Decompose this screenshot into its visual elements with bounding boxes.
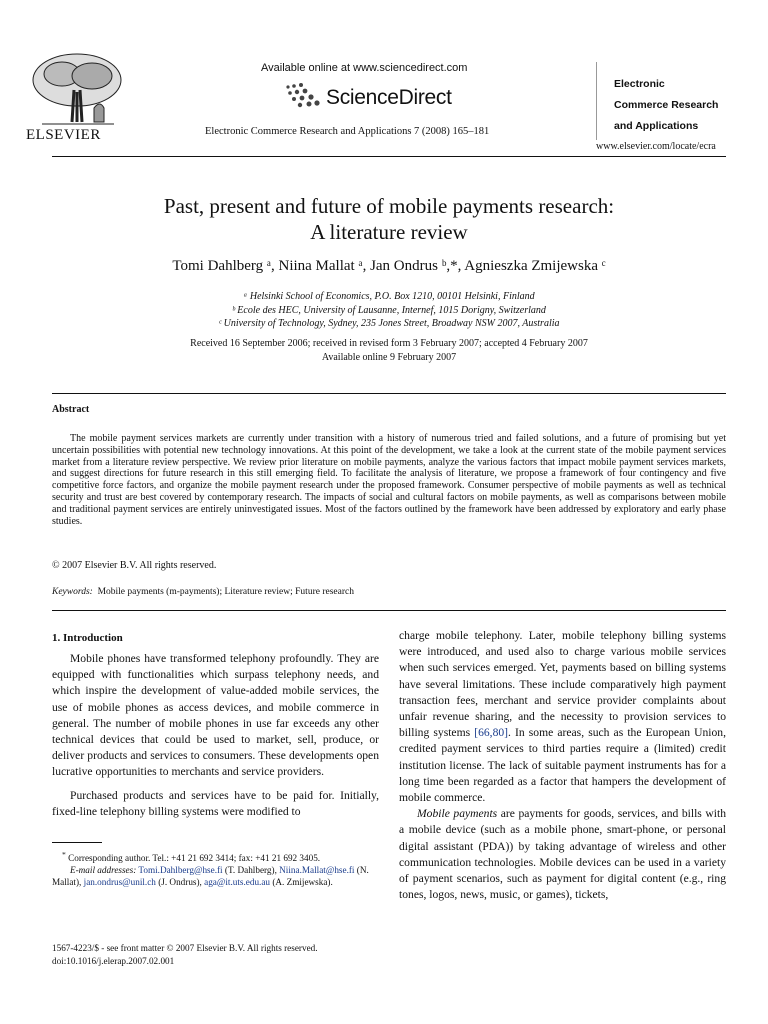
keywords-label: Keywords: bbox=[52, 587, 93, 597]
received-dates: Received 16 September 2006; received in revised form 3 February 2007; accepted 4 February 2007 bbox=[190, 338, 588, 349]
affiliations bbox=[52, 290, 726, 331]
journal-citation: Electronic Commerce Research and Applications 7 (2008) 165–181 bbox=[205, 126, 490, 137]
journal-name-line: and Applications bbox=[614, 120, 699, 132]
available-online-date: Available online 9 February 2007 bbox=[321, 352, 457, 363]
citation-link[interactable]: [66,80] bbox=[474, 726, 509, 740]
footnote bbox=[52, 849, 379, 889]
corresponding-author bbox=[52, 849, 379, 864]
email-owner: (N. Mallat), bbox=[52, 865, 369, 888]
email-link[interactable]: Tomi.Dahlberg@hse.fi bbox=[138, 865, 223, 876]
email-addresses bbox=[52, 864, 379, 888]
abstract-text: The mobile payment services markets are currently under transition with a history of numerous tried and failed solutions, and a future of promising but yet uncertain possibilities with potential new technology innovations. At this point of the development, we take a look at the current state of the mobile payment services market from a literature review perspective. We review prior literature on mobile payments, analyze the various factors that impact mobile payment services markets, and suggest directions for future research in this still emerging field. To facilitate the analysis of literature, we propose a framework of four contingency and five competitive force factors, and organize the mobile payment research under the proposed framework. Consumer perspective of mobile payments as well as technical security and trust are best covered by contemporary research. The impacts of social and cultural factors on mobile payments, as well as comparisons between mobile and traditional payment services are entirely uninvestigated issues. Most of the factors outlined by the framework have been addressed by exploratory and early phase studies. bbox=[52, 433, 726, 527]
copyright-notice: © 2007 Elsevier B.V. All rights reserved. bbox=[52, 560, 217, 571]
right-column bbox=[399, 628, 726, 910]
email-owner: (J. Ondrus), bbox=[155, 877, 205, 888]
abstract-bottom-rule bbox=[52, 610, 726, 611]
journal-name-line: Commerce Research bbox=[614, 99, 719, 111]
paragraph: Purchased products and services have to be paid for. Initially, fixed-line telephony billing systems were modified to bbox=[52, 788, 379, 818]
publisher-name: ELSEVIER bbox=[26, 127, 101, 143]
affiliation: ᶜ University of Technology, Sydney, 235 Jones Street, Broadway NSW 2007, Australia bbox=[218, 318, 560, 329]
journal-name bbox=[614, 74, 718, 137]
paragraph-text: . In some areas, such as the European Union, credited payment services to third parties require a (limited) credit institution license. The lack of suitable payment instruments has for a long time been regarded as a factor that hampers the development of mobile commerce. bbox=[399, 726, 726, 805]
paragraph-text: charge mobile telephony. Later, mobile telephony billing systems were introduced, and used also to charge various mobile services when such services emerged. Yet, payments based on billing systems have several limitations. These include comparatively high payment transaction fees, merchant and service provider complaints about unfair revenue sharing, and the necessity to provision services to billing systems bbox=[399, 629, 726, 740]
article-title bbox=[52, 193, 726, 245]
title-line: A literature review bbox=[310, 220, 468, 244]
footnote-rule bbox=[52, 842, 102, 843]
available-online-text: Available online at www.sciencedirect.com bbox=[261, 62, 468, 74]
title-line: Past, present and future of mobile payments research: bbox=[163, 194, 615, 218]
keywords bbox=[52, 587, 354, 597]
email-link[interactable]: aga@it.uts.edu.au bbox=[204, 877, 271, 888]
footnote-text: Corresponding author. Tel.: +41 21 692 3414; fax: +41 21 692 3405. bbox=[65, 853, 321, 864]
paragraph: Mobile phones have transformed telephony profoundly. They are equipped with functionalities which surpass telephony needs, and which inspire the development of value-added mobile services, the use of mobile phones as access devices, and mobile commerce in general. The number of mobile phones in use far exceeds any other technical devices that could be used to market, sell, produce, or deliver products and services to consumers. These developments open lucrative opportunities to merchants and service providers. bbox=[52, 652, 379, 779]
email-link[interactable]: Niina.Mallat@hse.fi bbox=[279, 865, 355, 876]
doi-link[interactable]: doi:10.1016/j.elerap.2007.02.001 bbox=[52, 955, 175, 966]
paragraph-text: are payments for goods, services, and bills with a mobile device (such as a mobile phone, smart-phone, or personal digital assistant (PDA)) by taking advantage of wireless and other communication technologies. Mobile devices can be used in a variety of payment scenarios, such as payment for digital content (e.g., ring tones, logos, news, music, or games), tickets, bbox=[399, 807, 727, 902]
email-link[interactable]: jan.ondrus@unil.ch bbox=[83, 877, 156, 888]
footnote-marker: * bbox=[62, 850, 66, 859]
abstract-heading: Abstract bbox=[52, 404, 90, 415]
email-label: E-mail addresses: bbox=[70, 865, 137, 876]
affiliation: ᵃ Helsinki School of Economics, P.O. Box 1210, 00101 Helsinki, Finland bbox=[243, 291, 535, 302]
keywords-list: Mobile payments (m-payments); Literature review; Future research bbox=[97, 587, 354, 597]
issn-doi bbox=[52, 942, 318, 967]
issn-line: 1567-4223/$ - see front matter © 2007 Elsevier B.V. All rights reserved. bbox=[52, 943, 318, 953]
paragraph bbox=[399, 806, 726, 903]
header-rule bbox=[52, 156, 726, 157]
abstract-top-rule bbox=[52, 393, 726, 394]
email-owner: (A. Zmijewska). bbox=[270, 877, 333, 888]
journal-name-line: Electronic bbox=[614, 78, 665, 90]
email-owner: (T. Dahlberg), bbox=[222, 865, 280, 876]
left-column bbox=[52, 651, 379, 827]
sciencedirect-dots-icon bbox=[282, 82, 322, 112]
emphasis: Mobile payments bbox=[417, 807, 498, 821]
affiliation: ᵇ Ecole des HEC, University of Lausanne, Internef, 1015 Dorigny, Switzerland bbox=[232, 304, 546, 316]
article-dates bbox=[52, 337, 726, 365]
sciencedirect-logo-text: ScienceDirect bbox=[326, 86, 452, 109]
journal-url-link[interactable]: www.elsevier.com/locate/ecra bbox=[596, 141, 716, 152]
header-divider bbox=[596, 62, 597, 140]
authors: Tomi Dahlberg ᵃ, Niina Mallat ᵃ, Jan Ondrus ᵇ,*, Agnieszka Zmijewska ᶜ bbox=[172, 258, 606, 274]
paragraph bbox=[399, 628, 726, 806]
section-heading: 1. Introduction bbox=[52, 632, 123, 644]
